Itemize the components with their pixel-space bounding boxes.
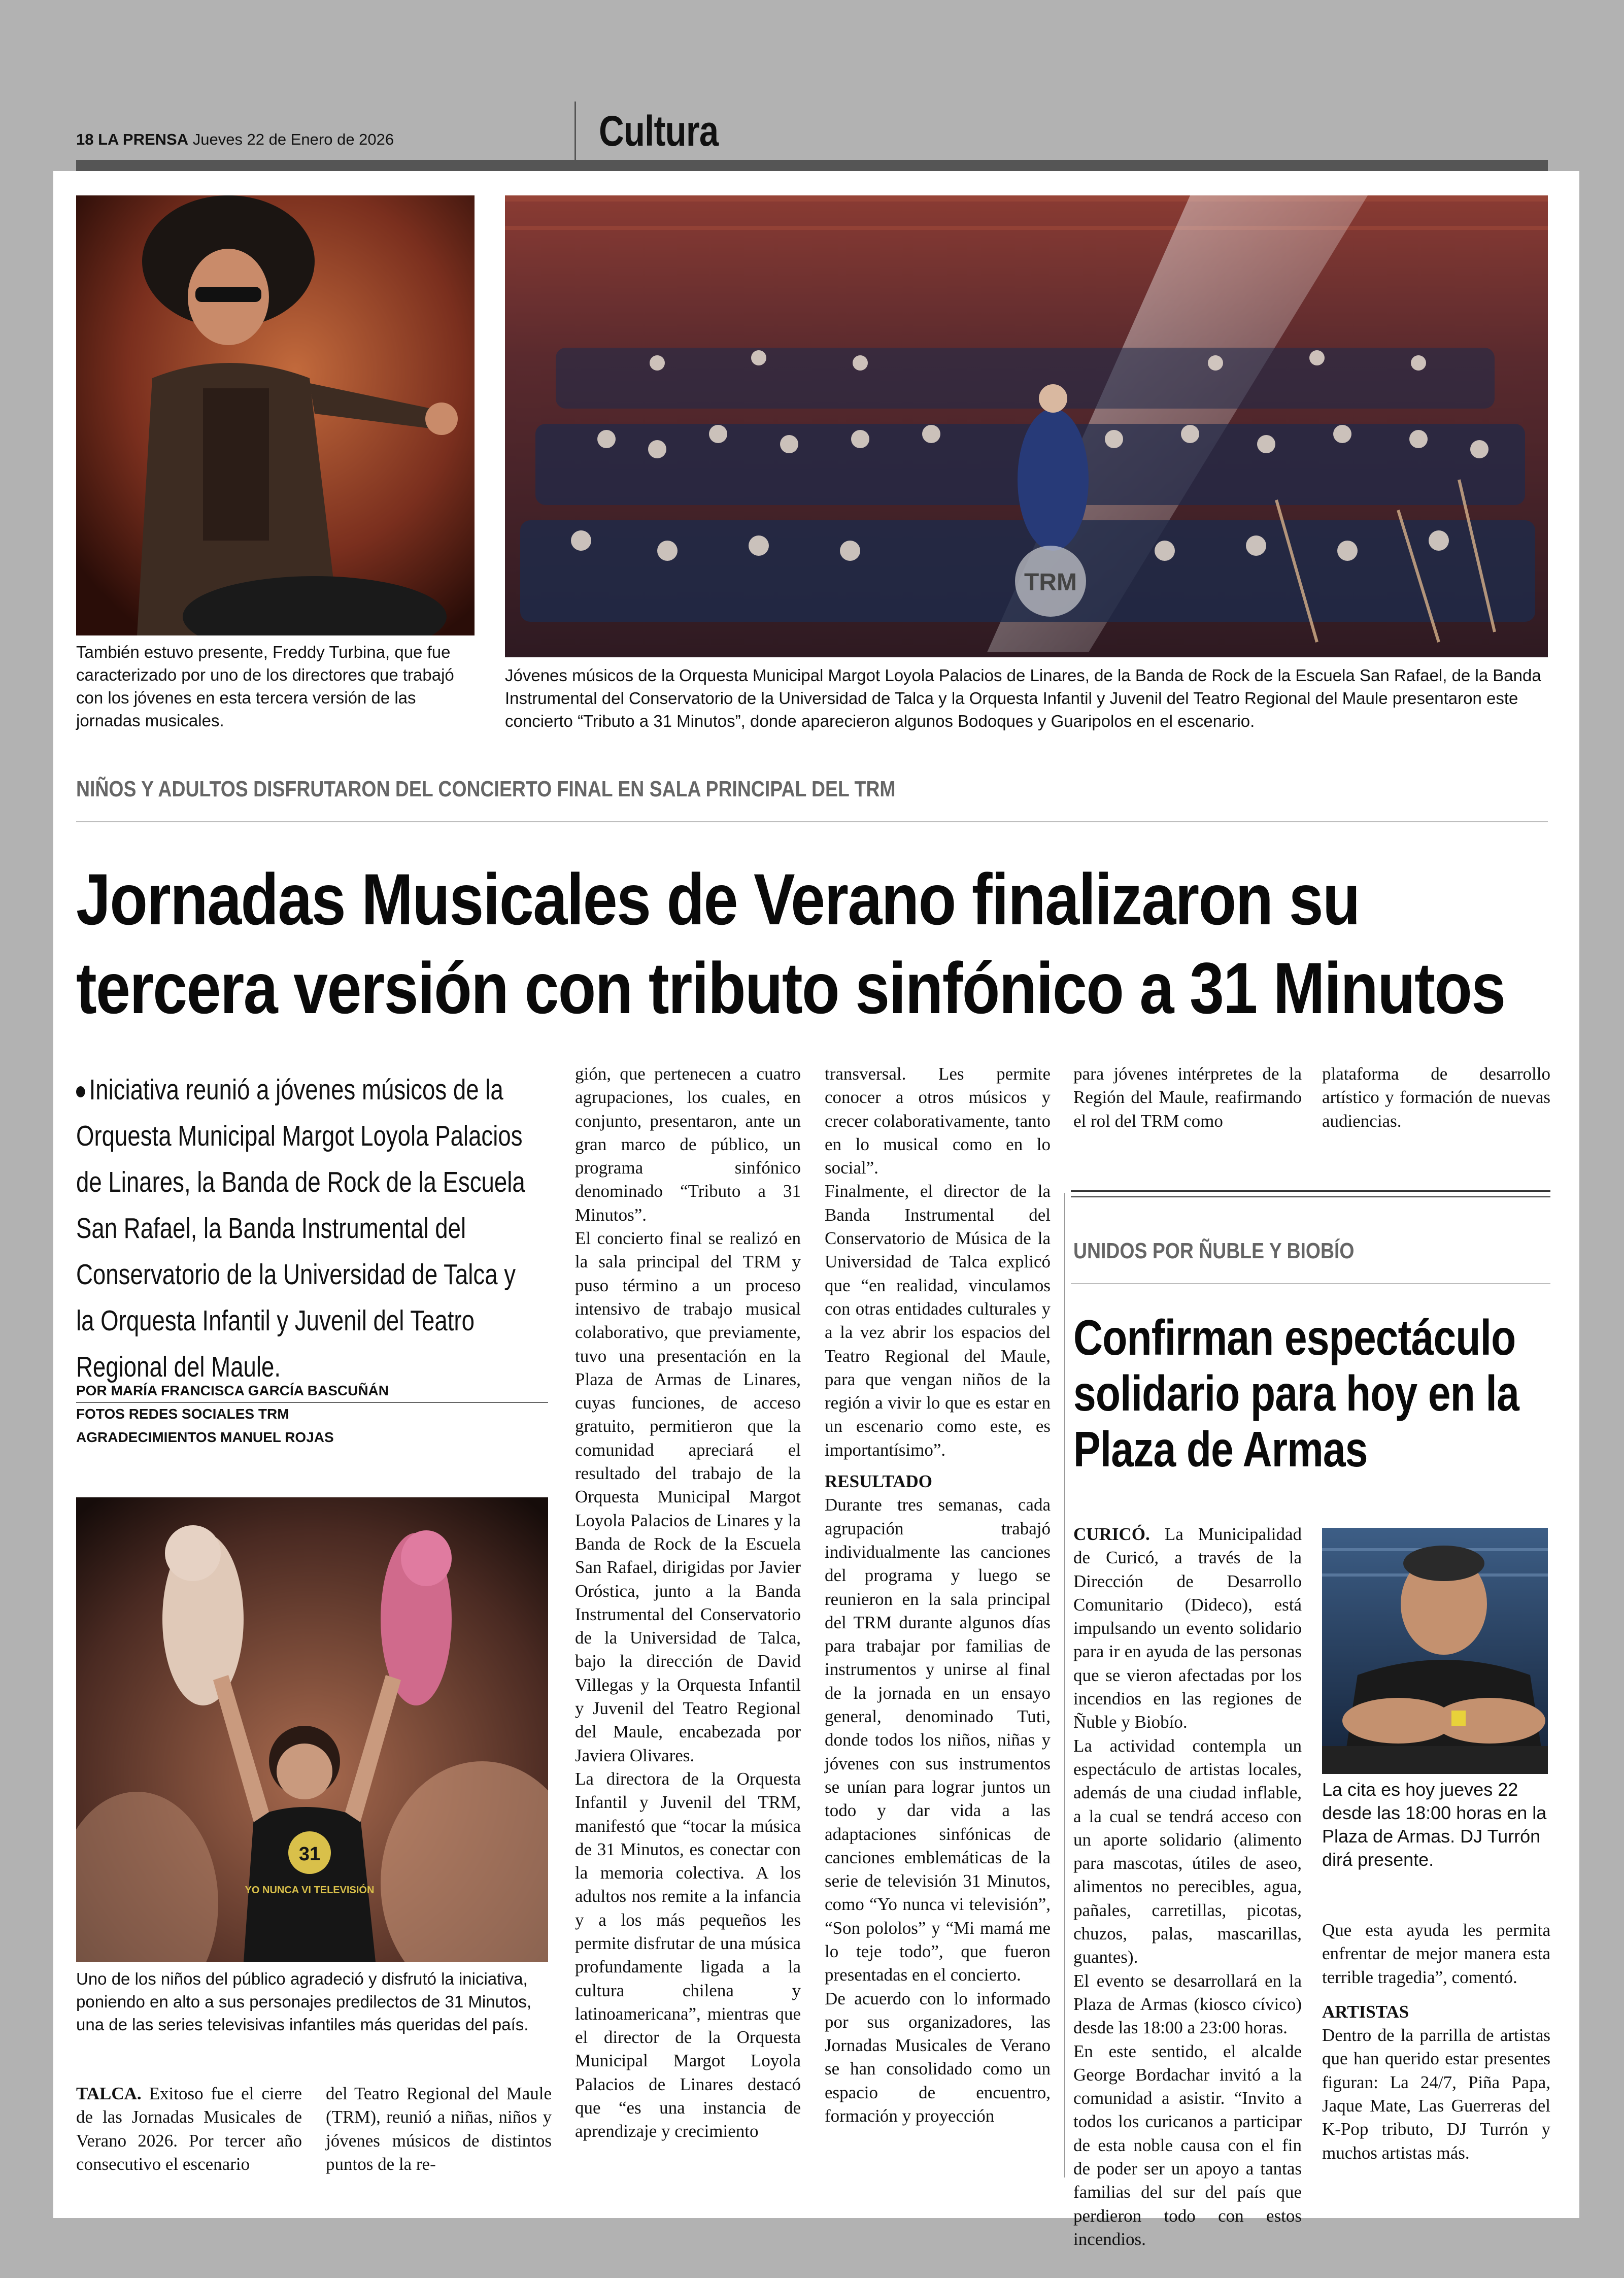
column-divider <box>1064 1193 1065 2178</box>
body-col-1b <box>326 2082 552 2176</box>
body-col-2 <box>575 1062 801 2143</box>
byline-thanks: AGRADECIMIENTOS MANUEL ROJAS <box>76 1429 334 1445</box>
caption-child: Uno de los niños del público agradeció y disfrutó la iniciativa, poniendo en alto a sus personajes predilectos de 31 Minutos, una de las series televisivas infantiles más queridas del país. <box>76 1969 532 2034</box>
side-col5-p2: Dentro de la parrilla de artistas que han querido estar presentes figuran: La 24/7, Piña Papa, Jaque Mate, Las Guerreras del K-Pop tributo, DJ Turrón y muchos artistas más. <box>1322 2025 1550 2163</box>
side-kicker: UNIDOS POR ÑUBLE Y BIOBÍO <box>1073 1238 1355 1263</box>
headline-line-1: Jornadas Musicales de Verano finalizaron su <box>76 859 1360 940</box>
col3-p4: De acuerdo con lo informado por sus organizadores, las Jornadas Musicales de Verano se han consolidado como un espacio de encuentro, formación y proyección <box>825 1988 1051 2126</box>
photo-orchestra <box>505 195 1548 657</box>
side-col4-p4: En este sentido, el alcalde George Bordachar invitó a la comunidad a asistir. “Invito a todos los curicanos a participar de esta noble causa con el fin de poder ser un apoyo a tantas familias del sur del país que perdieron todo con estos incendios. <box>1073 2041 1302 2249</box>
article-lead <box>76 1067 531 1390</box>
stage-logo-text: TRM <box>1024 569 1077 596</box>
col5-top-text: plataforma de desarrollo artístico y formación de nuevas audiencias. <box>1322 1064 1550 1131</box>
header-bar <box>76 160 1548 171</box>
publication-name: LA PRENSA <box>98 130 189 148</box>
side-col-5 <box>1322 1919 1550 2165</box>
col3-subhead: RESULTADO <box>825 1471 933 1492</box>
side-headline: Confirman espectáculo solidario para hoy en la Plaza de Armas <box>1073 1310 1519 1477</box>
caption-orchestra: Jóvenes músicos de la Orquesta Municipal Margot Loyola Palacios de Linares, de la Banda de Rock de la Escuela San Rafael, de la Banda Instrumental del Conservatorio de la Universidad de Talca y la Orquesta Infantil y Juvenil del Teatro Regional del Maule presentaron este concierto “Tributo a 31 Minutos”, donde aparecieron algunos Bodoques y Guaripolos en el escenario. <box>505 666 1541 730</box>
col3-p3: Durante tres semanas, cada agrupación trabajó individualmente las canciones del programa y luego se reunieron en la sala principal del TRM durante algunos días para trabajar por familias de instrumentos y unirse al final de la jornada en un ensayo general, denominado Tuti, donde todos los niños, niñas y jóvenes con sus instrumentos se unían para lograr juntos un todo y dar vida a las adaptaciones sinfónicas de canciones emblemáticas de la serie de televisión 31 Minutos, como “Yo nunca vi televisión”, “Son pololos” y “Mi mamá me lo teje todo”, que fueron presentadas en el concierto. <box>825 1495 1051 1985</box>
shirt-logo: 31 <box>298 1844 321 1865</box>
side-kicker-rule <box>1071 1283 1550 1284</box>
side-top-rule-1 <box>1071 1190 1550 1192</box>
col2-p1: gión, que pertenecen a cuatro agrupaciones, los cuales, en conjunto, presentaron, ante un gran marco de público, un programa sinfónico denominado “Tributo a 31 Minutos”. <box>575 1064 801 1225</box>
body-col-1b-text: del Teatro Regional del Maule (TRM), reunió a niñas, niños y jóvenes músicos de distintos puntos de la re- <box>326 2084 552 2174</box>
side-col4-p3: El evento se desarrollará en la Plaza de Armas (kiosco cívico) desde las 18:00 a 23:00 horas. <box>1073 1970 1302 2038</box>
article-headline <box>76 855 1551 1033</box>
byline-author: POR MARÍA FRANCISCA GARCÍA BASCUÑÁN <box>76 1383 389 1398</box>
dateline-talca: TALCA. <box>76 2084 142 2103</box>
caption-dj: La cita es hoy jueves 22 desde las 18:00 horas en la Plaza de Armas. DJ Turrón dirá presente. <box>1322 1779 1547 1870</box>
body-col-3 <box>825 1062 1051 2128</box>
caption-freddy: También estuvo presente, Freddy Turbina, que fue caracterizado por uno de los directores que trabajó con los jóvenes en esta tercera versión de las jornadas musicales. <box>76 643 454 730</box>
bullet-icon <box>76 1086 85 1097</box>
side-col4-p1: La Municipalidad de Curicó, a través de la Dirección de Desarrollo Comunitario (Dideco), está impulsando un evento solidario para ir en ayuda de las personas que se vieron afectadas por los incendios en las regiones de Ñuble y Biobío. <box>1073 1524 1302 1732</box>
byline-photos: FOTOS REDES SOCIALES TRM <box>76 1406 289 1422</box>
body-col-1a <box>76 2082 302 2176</box>
dateline-curico: CURICÓ. <box>1073 1524 1150 1544</box>
side-col5-subhead: ARTISTAS <box>1322 2001 1409 2022</box>
photo-freddy-turbina <box>76 195 475 635</box>
headline-line-2: tercera versión con tributo sinfónico a 31 Minutos <box>76 948 1505 1029</box>
body-col-4-top <box>1073 1062 1302 1133</box>
side-col4-p2: La actividad contempla un espectáculo de artistas locales, además de una ciudad inflable, a la cual se tendrá acceso con un aporte solidario (alimento para mascotas, útiles de aseo, alimentos no perecibles, agua, pañales, carretillas, picotas, chuzos, palas, mascarillas, guantes). <box>1073 1735 1302 1967</box>
photo-child-audience <box>76 1497 548 1962</box>
side-top-rule-2 <box>1071 1196 1550 1197</box>
lead-text: Iniciativa reunió a jóvenes músicos de la Orquesta Municipal Margot Loyola Palacios de Linares, la Banda de Rock de la Escuela San Rafael, la Banda Instrumental del Conservatorio de la Universidad de Talca y la Orquesta Infantil y Juvenil del Teatro Regional del Maule. <box>76 1074 525 1383</box>
byline-rule <box>76 1402 548 1403</box>
col3-p2: Finalmente, el director de la Banda Instrumental del Conservatorio de Música de la Universidad de Talca explicó que “en realidad, vinculamos con otras entidades culturales y a la vez abrir los espacios del Teatro Regional del Maule, para que vengan niños de la región a vivir lo que es estar en un escenario como este, es importantísimo”. <box>825 1181 1051 1460</box>
col2-p2: El concierto final se realizó en la sala principal del TRM y puso término a un proceso intensivo de trabajo musical colaborativo, que previamente, tuvo una presentación en la Plaza de Armas de Linares, cuyas funciones, de acceso gratuito, permitieron que la comunidad apreciará el resultado del trabajo de la Orquesta Municipal Margot Loyola Palacios de Linares y la Banda de Rock de la Escuela San Rafael, dirigidas por Javier Oróstica, junto a la Banda Instrumental del Conservatorio de la Universidad de Talca, bajo la dirección de David Villegas y la Orquesta Infantil y Juvenil del Teatro Regional del Maule, encabezada por Javiera Olivares. <box>575 1228 801 1765</box>
page-header-meta <box>76 130 394 149</box>
kicker-rule <box>76 821 1548 822</box>
side-col-4 <box>1073 1523 1302 2251</box>
col4-top-text: para jóvenes intérpretes de la Región del Maule, reafirmando el rol del TRM como <box>1073 1064 1302 1131</box>
shirt-text: YO NUNCA VI TELEVISIÓN <box>245 1885 375 1896</box>
col2-p3: La directora de la Orquesta Infantil y Juvenil del TRM, manifestó que “tocar la música de 31 Minutos, es conectar con la memoria colectiva. A los adultos nos remite a la infancia y a los más pequeños les permite disfrutar de una música profundamente ligada a la cultura chilena y latinoamericana”, mientras que el director de la Orquesta Municipal Margot Loyola Palacios de Linares destacó que “es una instancia de aprendizaje y crecimiento <box>575 1768 801 2141</box>
side-col5-p1: Que esta ayuda les permita enfrentar de mejor manera esta terrible tragedia”, comentó. <box>1322 1920 1550 1987</box>
issue-date: Jueves 22 de Enero de 2026 <box>192 130 394 148</box>
page-number: 18 <box>76 130 94 148</box>
header-divider <box>574 102 576 162</box>
photo-dj-turron <box>1322 1528 1548 1774</box>
body-col-1a-text: Exitoso fue el cierre de las Jornadas Musicales de Verano 2026. Por tercer año consecutivo el escenario <box>76 2084 302 2174</box>
article-kicker: NIÑOS Y ADULTOS DISFRUTARON DEL CONCIERTO FINAL EN SALA PRINCIPAL DEL TRM <box>76 777 896 801</box>
col3-p1: transversal. Les permite conocer a otros músicos y crecer colaborativamente, tanto en lo musical como en lo social”. <box>825 1064 1051 1178</box>
body-col-5-top <box>1322 1062 1550 1133</box>
section-title: Cultura <box>599 107 719 155</box>
